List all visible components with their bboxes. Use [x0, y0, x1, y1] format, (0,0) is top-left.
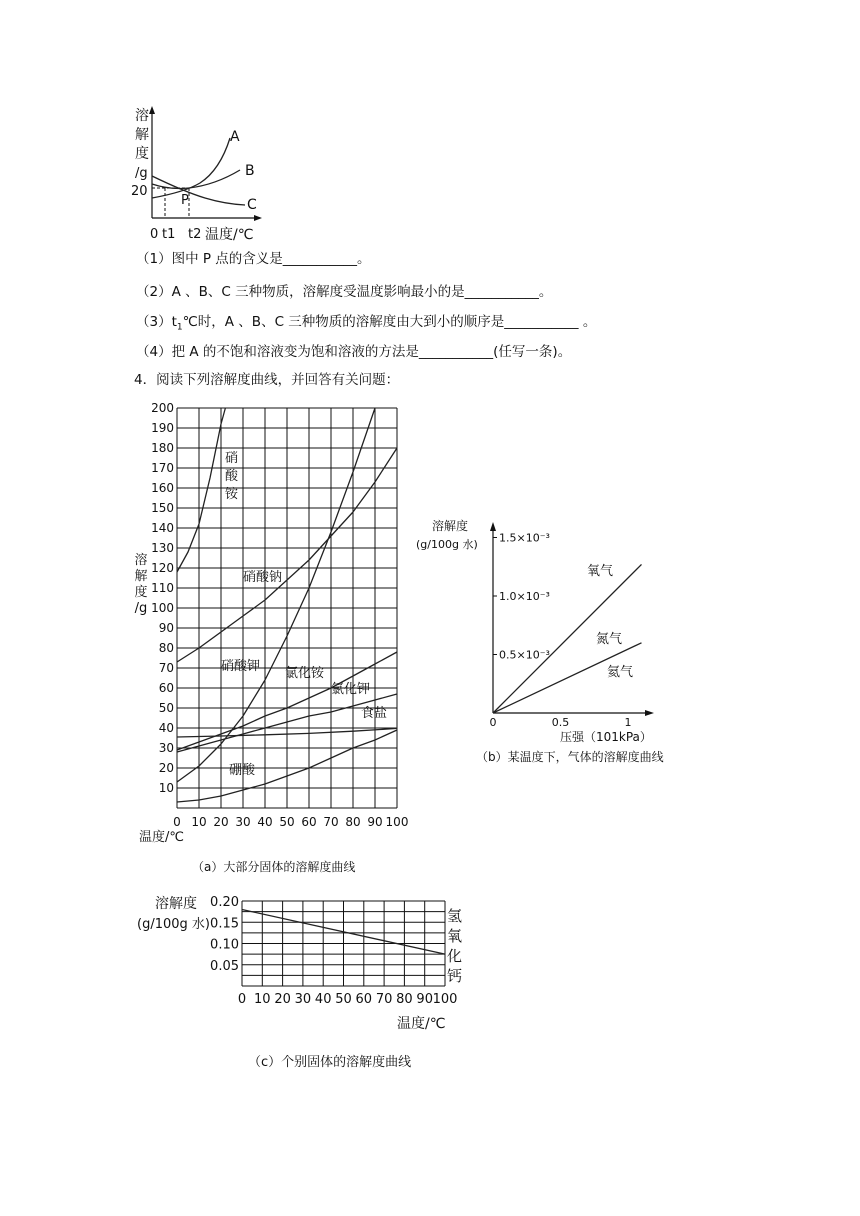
chart-a-series-line-0: [177, 408, 225, 572]
chart-c-ylabel: 溶解度: [155, 896, 197, 912]
chart-a-ytick: 70: [158, 661, 174, 675]
chart-a-caption: （a）大部分固体的溶解度曲线: [192, 860, 356, 874]
chart-c-xtick: 100: [432, 992, 458, 1007]
small-solubility-figure: [125, 100, 265, 245]
chart-a-xtick: 60: [301, 815, 317, 829]
label-nano3: 硝酸钠: [243, 570, 283, 585]
chart-b-x-arrow: [645, 710, 654, 716]
label-C: C: [247, 197, 257, 213]
label-caoh2-2: 氧: [447, 927, 463, 945]
question-3-sub: 1: [176, 322, 183, 333]
chart-b-xtick: 0.5: [551, 716, 570, 729]
chart-a-ytick: 120: [151, 561, 174, 575]
chart-c-ytick: 0.05: [210, 958, 239, 974]
chart-a-ytick: 30: [158, 741, 174, 755]
chart-a-xtick: 70: [323, 815, 339, 829]
chart-a-xtick: 10: [191, 815, 207, 829]
chart-c-xtick: 50: [335, 992, 352, 1007]
chart-a-ytick: 200: [151, 401, 174, 415]
label-nh4no3-1: 硝: [225, 451, 239, 466]
chart-a-ytick: 130: [151, 541, 174, 555]
chart-a-ytick: 150: [151, 501, 174, 515]
label-caoh2-1: 氢: [447, 907, 463, 925]
chart-a-ylabel-3: 度: [134, 585, 148, 600]
curve-C: [152, 176, 245, 205]
chart-b-caption: （b）某温度下，气体的溶解度曲线: [476, 750, 664, 764]
chart-c-xtick: 30: [294, 992, 312, 1007]
chart-a-ytick: 90: [158, 621, 174, 635]
small-ylabel-1: 溶: [135, 108, 149, 124]
chart-a-ytick: 140: [151, 521, 174, 535]
chart-b-ytick: 1.0×10⁻³: [499, 590, 550, 603]
chart-a-xtick: 40: [257, 815, 273, 829]
small-ylabel-4: /g: [135, 166, 148, 181]
chart-a-xtick: 50: [279, 815, 295, 829]
small-xtick-0: 0: [150, 227, 159, 242]
chart-a-series-line-2: [177, 408, 375, 782]
label-B: B: [245, 163, 255, 179]
small-xtick-t2: t2: [188, 227, 202, 242]
chart-c-caoh2-solubility: [125, 890, 475, 1035]
label-P: P: [181, 193, 189, 208]
small-x-arrow: [254, 215, 262, 221]
chart-b-xtick: 1: [624, 716, 632, 729]
label-caoh2-4: 钙: [447, 967, 463, 985]
small-ytick-20: 20: [131, 184, 148, 199]
question-3-post: ℃时，A 、B、C 三种物质的溶解度由大到小的顺序是___________ 。: [182, 314, 597, 330]
label-o2: 氧气: [587, 564, 614, 579]
chart-a-ylabel-1: 溶: [134, 553, 148, 568]
label-caoh2-3: 化: [447, 947, 463, 965]
chart-a-xtick: 100: [385, 815, 409, 829]
small-ylabel-2: 解: [135, 127, 149, 143]
chart-b-ylabel: 溶解度: [432, 519, 469, 533]
chart-c-xtick: 90: [416, 992, 433, 1007]
chart-b-y-arrow: [490, 522, 496, 531]
chart-b-gas-solubility: [410, 512, 690, 750]
chart-a-ytick: 50: [158, 701, 174, 715]
chart-a-ylabel-2: 解: [134, 569, 148, 584]
chart-c-xtick: 20: [274, 992, 291, 1007]
chart-a-xtick: 30: [235, 815, 251, 829]
chart-c-xlabel: 温度/℃: [397, 1016, 446, 1032]
chart-a-ytick: 180: [151, 441, 174, 455]
chart-a-ylabel: [134, 553, 148, 617]
question-3-pre: （3）t: [136, 314, 177, 330]
chart-b-ylabel-unit: (g/100g 水): [416, 538, 478, 551]
chart-a-ytick: 20: [158, 761, 174, 775]
label-kno3: 硝酸钾: [221, 659, 261, 674]
question-4: （4）把 A 的不饱和溶液变为饱和溶液的方法是___________(任写一条)。: [136, 344, 572, 360]
chart-a-ytick: 60: [158, 681, 174, 695]
small-ylabel-3: 度: [135, 146, 149, 162]
chart-a-ytick: 160: [151, 481, 174, 495]
chart-a-xtick: 20: [213, 815, 229, 829]
label-n2: 氮气: [596, 632, 623, 647]
chart-b-xlabel: 压强（101kPa）: [560, 730, 652, 744]
chart-b-ytick: 0.5×10⁻³: [499, 648, 550, 662]
chart-a-ytick: 80: [158, 641, 174, 655]
chart-a-xtick: 0: [173, 815, 181, 829]
chart-c-xtick: 70: [375, 992, 393, 1007]
question-1: （1）图中 P 点的含义是___________。: [136, 251, 371, 267]
curve-A: [152, 138, 230, 198]
chart-c-ylabel-unit: (g/100g 水): [137, 917, 210, 932]
chart-b-xtick: 0: [489, 716, 497, 729]
question-3: [136, 313, 596, 337]
chart-a-ytick: 10: [158, 781, 174, 795]
chart-c-ytick: 0.20: [210, 895, 239, 910]
chart-a-ytick: 170: [151, 461, 174, 475]
label-nacl: 食盐: [361, 706, 388, 721]
label-nh4cl: 氯化铵: [285, 666, 325, 681]
chart-a-ylabel-4: /g: [134, 601, 148, 616]
label-A: A: [230, 129, 240, 145]
chart-c-caption: （c）个别固体的溶解度曲线: [248, 1055, 412, 1070]
chart-c-ytick: 0.15: [210, 916, 239, 932]
label-nh4no3-2: 酸: [225, 469, 239, 484]
question-2: （2）A 、B、C 三种物质，溶解度受温度影响最小的是___________。: [136, 284, 553, 300]
small-y-arrow: [149, 106, 155, 114]
chart-a-ytick: 100: [151, 601, 174, 615]
chart-c-xtick: 80: [396, 992, 413, 1007]
label-h3bo3: 硼酸: [229, 763, 256, 778]
label-kcl: 氯化钾: [331, 682, 371, 697]
problem-4-heading: 4．阅读下列溶解度曲线，并回答有关问题：: [134, 372, 400, 388]
chart-a-ytick: 190: [151, 421, 174, 435]
chart-c-xtick: 60: [355, 992, 373, 1007]
small-xtick-t1: t1: [162, 227, 176, 242]
small-xlabel: 温度/℃: [205, 227, 254, 243]
chart-a-xtick: 80: [345, 815, 361, 829]
chart-c-xtick: 40: [314, 992, 332, 1007]
label-he: 氦气: [607, 665, 634, 680]
chart-a-ytick: 110: [151, 581, 174, 595]
chart-a-ytick: 40: [158, 721, 174, 735]
chart-a-xlabel: 温度/℃: [139, 830, 184, 845]
chart-a-xtick: 90: [367, 815, 383, 829]
label-nh4no3-3: 铵: [225, 487, 239, 502]
chart-c-ytick: 0.10: [210, 937, 239, 953]
chart-a-solid-solubility: [125, 398, 415, 858]
chart-c-xtick: 10: [254, 992, 271, 1007]
chart-b-ytick: 1.5×10⁻³: [499, 531, 550, 545]
chart-c-xtick: 0: [237, 992, 247, 1007]
